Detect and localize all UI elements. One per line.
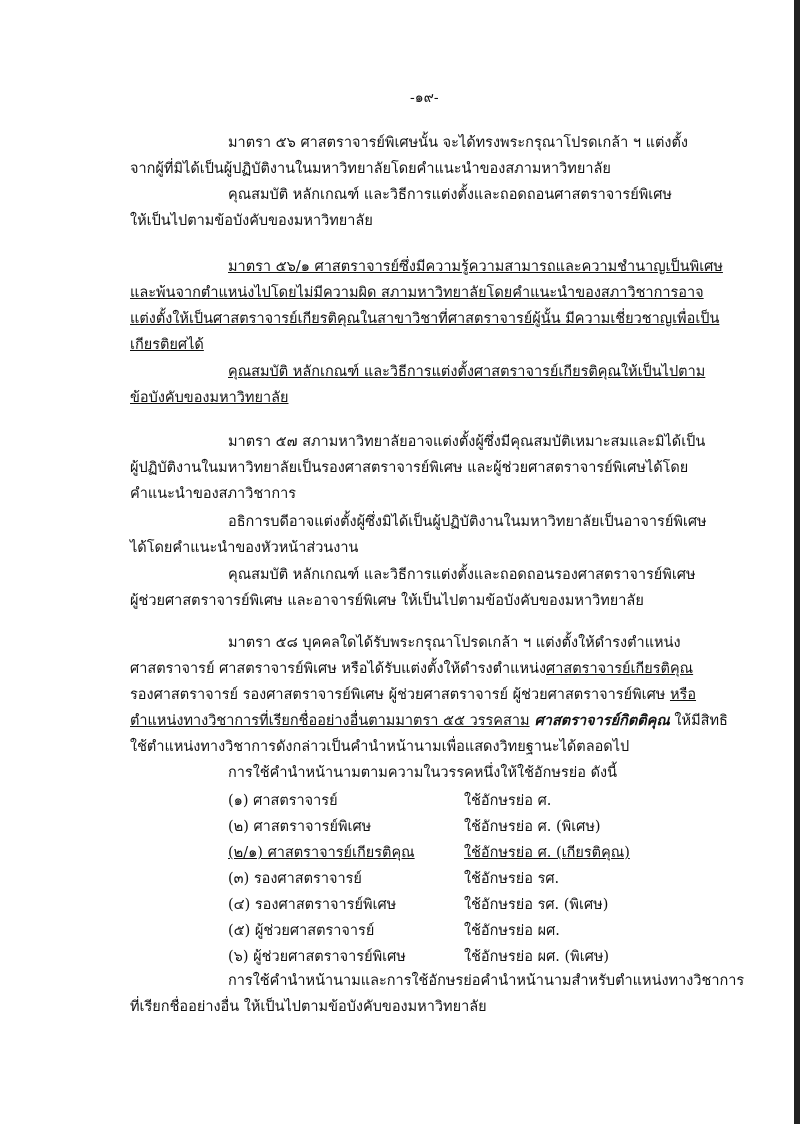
rank-title: (๓) รองศาสตราจารย์ [228,871,362,887]
s56-1-line-6: ข้อบังคับของมหาวิทยาลัย [130,390,289,406]
list-item [228,893,668,915]
s58-line-5: ใช้ตำแหน่งทางวิชาการดังกล่าวเป็นคำนำหน้านามเพื่อแสดงวิทยฐานะได้ตลอดไป [130,739,630,755]
s56-line-1: มาตรา ๕๖ ศาสตราจารย์พิเศษนั้น จะได้ทรงพระกรุณาโปรดเกล้า ฯ แต่งตั้ง [228,135,688,151]
rank-title: (๔) รองศาสตราจารย์พิเศษ [228,897,397,913]
s58-line-2-text: ศาสตราจารย์ ศาสตราจารย์พิเศษ หรือได้รับแต่งตั้งให้ดำรงตำแหน่ง [130,661,547,677]
s58-line-4-struck: ศาสตราจารย์กิตติคุณ [529,712,670,729]
closing-line-2: ที่เรียกชื่ออย่างอื่น ให้เป็นไปตามข้อบังคับของมหาวิทยาลัย [130,999,487,1015]
rank-abbreviation: ใช้อักษรย่อ ผศ. (พิเศษ) [464,949,610,965]
rank-abbreviation: ใช้อักษรย่อ ศ. [464,793,552,809]
s56-1-line-2: และพ้นจากตำแหน่งไปโดยไม่มีความผิด สภามหาวิทยาลัยโดยคำแนะนำของสภาวิชาการอาจ [130,285,704,301]
s58-line-4-amended: ตำแหน่งทางวิชาการที่เรียกชื่ออย่างอื่นตามมาตรา ๕๕ วรรคสาม [130,713,530,729]
rank-title: (๕) ผู้ช่วยศาสตราจารย์ [228,923,375,939]
list-item [228,789,668,811]
s58-line-3-text: รองศาสตราจารย์ รองศาสตราจารย์พิเศษ ผู้ช่วยศาสตราจารย์ ผู้ช่วยศาสตราจารย์พิเศษ [130,687,670,703]
s56-1-line-5: คุณสมบัติ หลักเกณฑ์ และวิธีการแต่งตั้งศาสตราจารย์เกียรติคุณให้เป็นไปตาม [228,364,706,380]
s56-line-3: คุณสมบัติ หลักเกณฑ์ และวิธีการแต่งตั้งและถอดถอนศาสตราจารย์พิเศษ [228,187,672,203]
s57-line-5: ได้โดยคำแนะนำของหัวหน้าส่วนงาน [130,540,359,556]
rank-title: (๑) ศาสตราจารย์ [228,793,338,809]
s57-line-3: คำแนะนำของสภาวิชาการ [130,486,297,502]
list-item [228,815,668,837]
list-item [228,867,668,889]
s58-line-4-text: ให้มีสิทธิ [669,713,728,729]
s57-line-4: อธิการบดีอาจแต่งตั้งผู้ซึ่งมิได้เป็นผู้ปฏิบัติงานในมหาวิทยาลัยเป็นอาจารย์พิเศษ [228,514,707,530]
list-item [228,945,668,967]
closing-line-1: การใช้คำนำหน้านามและการใช้อักษรย่อคำนำหน้านามสำหรับตำแหน่งทางวิชาการ [228,973,745,989]
s57-line-1: มาตรา ๕๗ สภามหาวิทยาลัยอาจแต่งตั้งผู้ซึ่งมีคุณสมบัติเหมาะสมและมิได้เป็น [228,434,706,450]
rank-abbreviation: ใช้อักษรย่อ ศ. (เกียรติคุณ) [464,845,630,861]
rank-abbreviation: ใช้อักษรย่อ ผศ. [464,923,560,939]
scan-edge [794,0,800,1124]
s58-line-2 [130,659,693,679]
s56-1-line-4: เกียรติยศได้ [130,337,204,353]
rank-title: (๒/๑) ศาสตราจารย์เกียรติคุณ [228,845,415,861]
s58-line-3 [130,685,696,705]
s58-line-3-amended: หรือ [669,687,697,703]
rank-abbreviation: ใช้อักษรย่อ รศ. (พิเศษ) [464,897,609,913]
s56-line-4: ให้เป็นไปตามข้อบังคับของมหาวิทยาลัย [130,213,373,229]
rank-abbreviation: ใช้อักษรย่อ ศ. (พิเศษ) [464,819,601,835]
list-item [228,841,668,863]
s57-line-7: ผู้ช่วยศาสตราจารย์พิเศษ และอาจารย์พิเศษ ให้เป็นไปตามข้อบังคับของมหาวิทยาลัย [130,593,644,609]
s56-1-line-3: แต่งตั้งให้เป็นศาสตราจารย์เกียรติคุณในสาขาวิชาที่ศาสตราจารย์ผู้นั้น มีความเชี่ยวชาญเพื่อเป็น [130,311,720,327]
rank-title: (๒) ศาสตราจารย์พิเศษ [228,819,372,835]
s57-line-6: คุณสมบัติ หลักเกณฑ์ และวิธีการแต่งตั้งและถอดถอนรองศาสตราจารย์พิเศษ [228,567,696,583]
rank-abbreviation: ใช้อักษรย่อ รศ. [464,871,560,887]
s58-line-2-amended: ศาสตราจารย์เกียรติคุณ [546,661,694,677]
page-number: -๑๙- [410,90,439,106]
s56-1-line-1: มาตรา ๕๖/๑ ศาสตราจารย์ซึ่งมีความรู้ความสามารถและความชำนาญเป็นพิเศษ [228,259,723,275]
s58-line-6: การใช้คำนำหน้านามตามความในวรรคหนึ่งให้ใช้อักษรย่อ ดังนี้ [228,765,617,781]
list-item [228,919,668,941]
s58-line-4 [130,711,728,731]
s58-line-1: มาตรา ๕๘ บุคคลใดได้รับพระกรุณาโปรดเกล้า ฯ แต่งตั้งให้ดำรงตำแหน่ง [228,635,681,651]
rank-title: (๖) ผู้ช่วยศาสตราจารย์พิเศษ [228,949,406,965]
s56-line-2: จากผู้ที่มิได้เป็นผู้ปฏิบัติงานในมหาวิทยาลัยโดยคำแนะนำของสภามหาวิทยาลัย [130,161,611,177]
s57-line-2: ผู้ปฏิบัติงานในมหาวิทยาลัยเป็นรองศาสตราจารย์พิเศษ และผู้ช่วยศาสตราจารย์พิเศษได้โดย [130,460,689,476]
